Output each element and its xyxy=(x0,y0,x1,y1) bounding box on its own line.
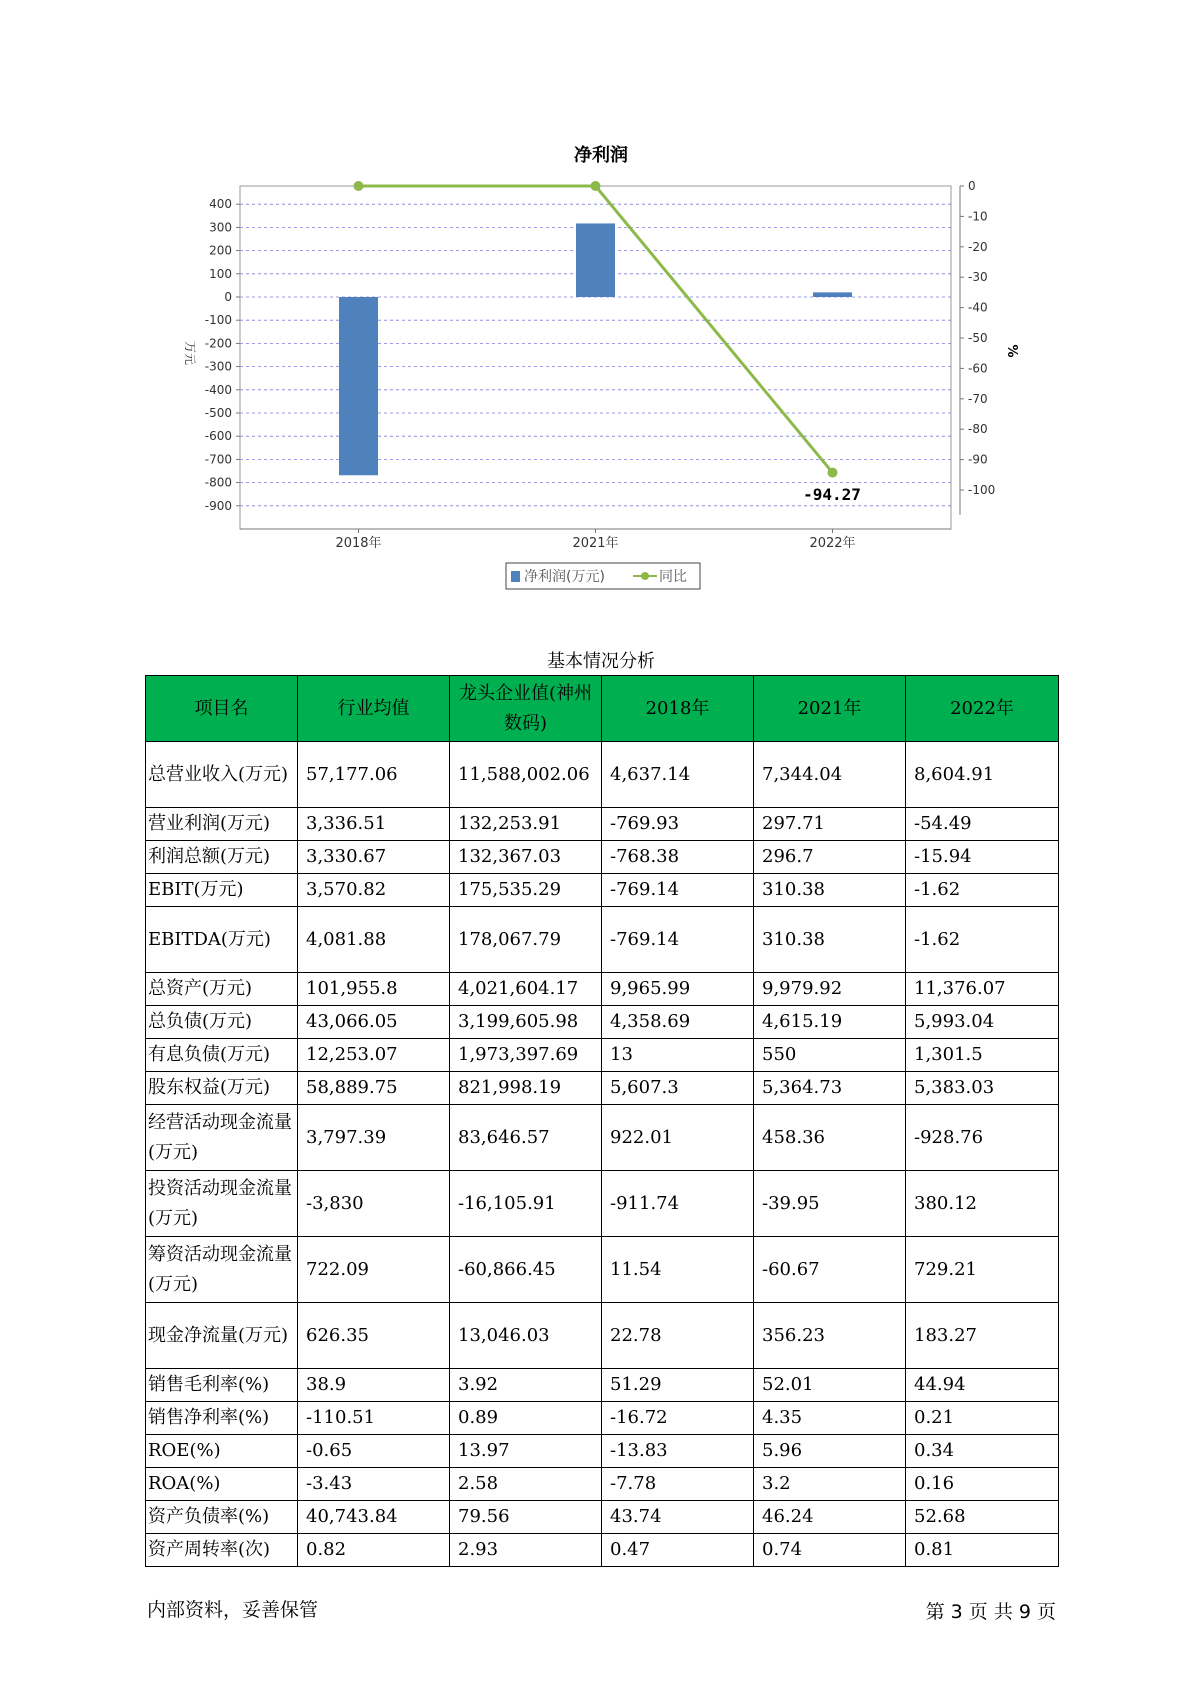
y2-tick-label: -50 xyxy=(968,331,988,345)
value-cell: -1.62 xyxy=(906,907,1059,973)
value-cell: 310.38 xyxy=(754,874,906,907)
value-cell: -60,866.45 xyxy=(450,1237,602,1303)
value-cell: 1,301.5 xyxy=(906,1039,1059,1072)
y-tick-label: -700 xyxy=(204,452,232,467)
table-row xyxy=(146,1105,1059,1171)
row-label-cell: 资产周转率(次) xyxy=(146,1534,298,1567)
value-cell: 175,535.29 xyxy=(450,874,602,907)
header-cell: 龙头企业值(神州数码) xyxy=(450,676,602,742)
y2-axis-label: % xyxy=(1004,344,1019,358)
yoy-point xyxy=(591,181,601,191)
y-tick-label: 400 xyxy=(209,197,232,212)
y-tick-label: -800 xyxy=(204,475,232,490)
value-cell: 40,743.84 xyxy=(298,1501,450,1534)
value-cell: 4,021,604.17 xyxy=(450,973,602,1006)
value-cell: -769.14 xyxy=(602,874,754,907)
value-cell: -0.65 xyxy=(298,1435,450,1468)
value-cell: 4,081.88 xyxy=(298,907,450,973)
value-cell: 51.29 xyxy=(602,1369,754,1402)
value-cell: 3,199,605.98 xyxy=(450,1006,602,1039)
value-cell: 46.24 xyxy=(754,1501,906,1534)
value-cell: 0.34 xyxy=(906,1435,1059,1468)
value-cell: 11,588,002.06 xyxy=(450,742,602,808)
table-row xyxy=(146,1501,1059,1534)
value-cell: 3.92 xyxy=(450,1369,602,1402)
value-cell: 22.78 xyxy=(602,1303,754,1369)
value-cell: 380.12 xyxy=(906,1171,1059,1237)
value-cell: -1.62 xyxy=(906,874,1059,907)
value-cell: -928.76 xyxy=(906,1105,1059,1171)
row-label-cell: 经营活动现金流量(万元) xyxy=(146,1105,298,1171)
table-row xyxy=(146,1534,1059,1567)
row-label-cell: 营业利润(万元) xyxy=(146,808,298,841)
footer-page-number: 第 3 页 共 9 页 xyxy=(925,1601,1056,1623)
value-cell: 132,253.91 xyxy=(450,808,602,841)
table-row xyxy=(146,1006,1059,1039)
row-label-cell: 总营业收入(万元) xyxy=(146,742,298,808)
value-cell: -3,830 xyxy=(298,1171,450,1237)
y-tick-label: -300 xyxy=(204,359,232,374)
legend-bar-swatch xyxy=(511,571,520,582)
table-row xyxy=(146,1237,1059,1303)
row-label-cell: ROA(%) xyxy=(146,1468,298,1501)
value-cell: -769.93 xyxy=(602,808,754,841)
value-cell: -39.95 xyxy=(754,1171,906,1237)
value-cell: 729.21 xyxy=(906,1237,1059,1303)
y-tick-label: -200 xyxy=(204,336,232,351)
value-cell: 44.94 xyxy=(906,1369,1059,1402)
value-cell: 722.09 xyxy=(298,1237,450,1303)
value-cell: 9,979.92 xyxy=(754,973,906,1006)
row-label-cell: EBIT(万元) xyxy=(146,874,298,907)
row-label-cell: 销售净利率(%) xyxy=(146,1402,298,1435)
row-label-cell: 总资产(万元) xyxy=(146,973,298,1006)
row-label-cell: EBITDA(万元) xyxy=(146,907,298,973)
legend-yoy: 同比 xyxy=(659,569,687,585)
net-profit-bar xyxy=(813,292,852,297)
value-cell: 3,336.51 xyxy=(298,808,450,841)
y2-tick-label: -40 xyxy=(968,300,988,315)
table-row xyxy=(146,874,1059,907)
value-cell: 626.35 xyxy=(298,1303,450,1369)
y2-tick-label: -30 xyxy=(968,270,988,285)
net-profit-bar xyxy=(576,223,615,297)
table-row xyxy=(146,973,1059,1006)
value-cell: 0.89 xyxy=(450,1402,602,1435)
row-label-cell: 销售毛利率(%) xyxy=(146,1369,298,1402)
value-cell: 9,965.99 xyxy=(602,973,754,1006)
value-cell: 3.2 xyxy=(754,1468,906,1501)
table-row xyxy=(146,808,1059,841)
y2-tick-label: 0 xyxy=(968,179,976,193)
value-cell: 4,358.69 xyxy=(602,1006,754,1039)
y2-tick-label: -80 xyxy=(968,422,988,437)
y-tick-label: -400 xyxy=(204,382,232,397)
value-cell: 52.01 xyxy=(754,1369,906,1402)
value-cell: 183.27 xyxy=(906,1303,1059,1369)
header-cell: 2022年 xyxy=(906,676,1059,742)
chart-title: 净利润 xyxy=(574,145,628,166)
table-row xyxy=(146,907,1059,973)
y-tick-label: -900 xyxy=(204,498,232,513)
yoy-point xyxy=(354,181,364,191)
y2-tick-label: -60 xyxy=(968,361,988,376)
row-label-cell: 资产负债率(%) xyxy=(146,1501,298,1534)
table-row xyxy=(146,742,1059,808)
x-tick-label: 2021年 xyxy=(572,536,619,551)
value-cell: -16,105.91 xyxy=(450,1171,602,1237)
net-profit-bar xyxy=(339,297,378,475)
row-label-cell: 有息负债(万元) xyxy=(146,1039,298,1072)
y-tick-label: 300 xyxy=(209,220,232,235)
value-cell: -769.14 xyxy=(602,907,754,973)
row-label-cell: 投资活动现金流量(万元) xyxy=(146,1171,298,1237)
value-cell: 310.38 xyxy=(754,907,906,973)
y-axis-label: 万元 xyxy=(183,340,197,366)
y-tick-label: -100 xyxy=(204,313,232,328)
value-cell: 79.56 xyxy=(450,1501,602,1534)
value-cell: 178,067.79 xyxy=(450,907,602,973)
value-cell: 296.7 xyxy=(754,841,906,874)
value-cell: 821,998.19 xyxy=(450,1072,602,1105)
value-cell: -110.51 xyxy=(298,1402,450,1435)
value-cell: 3,330.67 xyxy=(298,841,450,874)
value-cell: 11.54 xyxy=(602,1237,754,1303)
y-tick-label: -600 xyxy=(204,429,232,444)
value-cell: 8,604.91 xyxy=(906,742,1059,808)
table-title: 基本情况分析 xyxy=(547,651,655,672)
value-cell: 4,615.19 xyxy=(754,1006,906,1039)
header-cell: 项目名 xyxy=(146,676,298,742)
value-cell: 4,637.14 xyxy=(602,742,754,808)
value-cell: 3,797.39 xyxy=(298,1105,450,1171)
row-label-cell: 利润总额(万元) xyxy=(146,841,298,874)
value-cell: 13,046.03 xyxy=(450,1303,602,1369)
table-row xyxy=(146,1072,1059,1105)
value-cell: 11,376.07 xyxy=(906,973,1059,1006)
yoy-point xyxy=(828,468,838,478)
value-cell: 43,066.05 xyxy=(298,1006,450,1039)
row-label-cell: ROE(%) xyxy=(146,1435,298,1468)
value-cell: -15.94 xyxy=(906,841,1059,874)
table-row xyxy=(146,1435,1059,1468)
value-cell: 297.71 xyxy=(754,808,906,841)
value-cell: 132,367.03 xyxy=(450,841,602,874)
yoy-annotation: -94.27 xyxy=(803,485,861,504)
value-cell: 3,570.82 xyxy=(298,874,450,907)
value-cell: 57,177.06 xyxy=(298,742,450,808)
row-label-cell: 筹资活动现金流量(万元) xyxy=(146,1237,298,1303)
value-cell: 550 xyxy=(754,1039,906,1072)
value-cell: -7.78 xyxy=(602,1468,754,1501)
value-cell: 101,955.8 xyxy=(298,973,450,1006)
table-row xyxy=(146,841,1059,874)
y-tick-label: 0 xyxy=(224,290,232,304)
value-cell: 58,889.75 xyxy=(298,1072,450,1105)
value-cell: 922.01 xyxy=(602,1105,754,1171)
value-cell: 0.74 xyxy=(754,1534,906,1567)
value-cell: 5,993.04 xyxy=(906,1006,1059,1039)
y2-tick-label: -100 xyxy=(968,483,996,497)
y-tick-label: 200 xyxy=(209,243,232,258)
value-cell: -3.43 xyxy=(298,1468,450,1501)
value-cell: 4.35 xyxy=(754,1402,906,1435)
value-cell: 0.16 xyxy=(906,1468,1059,1501)
legend-line-marker xyxy=(641,572,649,580)
header-cell: 2018年 xyxy=(602,676,754,742)
value-cell: 7,344.04 xyxy=(754,742,906,808)
value-cell: -54.49 xyxy=(906,808,1059,841)
value-cell: -911.74 xyxy=(602,1171,754,1237)
value-cell: 5.96 xyxy=(754,1435,906,1468)
table-row xyxy=(146,1402,1059,1435)
value-cell: 5,364.73 xyxy=(754,1072,906,1105)
value-cell: 12,253.07 xyxy=(298,1039,450,1072)
value-cell: 52.68 xyxy=(906,1501,1059,1534)
value-cell: 0.82 xyxy=(298,1534,450,1567)
legend-net-profit: 净利润(万元) xyxy=(524,569,605,585)
table-row xyxy=(146,1303,1059,1369)
value-cell: 5,607.3 xyxy=(602,1072,754,1105)
value-cell: 356.23 xyxy=(754,1303,906,1369)
value-cell: 458.36 xyxy=(754,1105,906,1171)
value-cell: -60.67 xyxy=(754,1237,906,1303)
basic-analysis-table xyxy=(145,675,1059,1567)
table-header-row xyxy=(146,676,1059,742)
value-cell: 0.21 xyxy=(906,1402,1059,1435)
table-row xyxy=(146,1039,1059,1072)
y2-tick-label: -70 xyxy=(968,391,988,406)
y2-tick-label: -10 xyxy=(968,209,988,224)
y2-tick-label: -90 xyxy=(968,452,988,467)
value-cell: 83,646.57 xyxy=(450,1105,602,1171)
value-cell: 38.9 xyxy=(298,1369,450,1402)
table-row xyxy=(146,1468,1059,1501)
row-label-cell: 股东权益(万元) xyxy=(146,1072,298,1105)
value-cell: -16.72 xyxy=(602,1402,754,1435)
header-cell: 行业均值 xyxy=(298,676,450,742)
value-cell: 2.93 xyxy=(450,1534,602,1567)
x-tick-label: 2022年 xyxy=(809,536,856,551)
value-cell: 13 xyxy=(602,1039,754,1072)
value-cell: -13.83 xyxy=(602,1435,754,1468)
value-cell: 2.58 xyxy=(450,1468,602,1501)
y2-tick-label: -20 xyxy=(968,239,988,254)
chart-legend xyxy=(506,563,700,589)
table-row xyxy=(146,1369,1059,1402)
table-row xyxy=(146,1171,1059,1237)
value-cell: 1,973,397.69 xyxy=(450,1039,602,1072)
row-label-cell: 现金净流量(万元) xyxy=(146,1303,298,1369)
value-cell: 0.81 xyxy=(906,1534,1059,1567)
y-tick-label: -500 xyxy=(204,406,232,420)
x-tick-label: 2018年 xyxy=(335,536,382,551)
net-profit-chart xyxy=(0,0,1191,600)
header-cell: 2021年 xyxy=(754,676,906,742)
value-cell: -768.38 xyxy=(602,841,754,874)
value-cell: 5,383.03 xyxy=(906,1072,1059,1105)
y-tick-label: 100 xyxy=(209,266,232,281)
value-cell: 0.47 xyxy=(602,1534,754,1567)
footer-confidential: 内部资料，妥善保管 xyxy=(147,1599,319,1621)
value-cell: 43.74 xyxy=(602,1501,754,1534)
row-label-cell: 总负债(万元) xyxy=(146,1006,298,1039)
value-cell: 13.97 xyxy=(450,1435,602,1468)
